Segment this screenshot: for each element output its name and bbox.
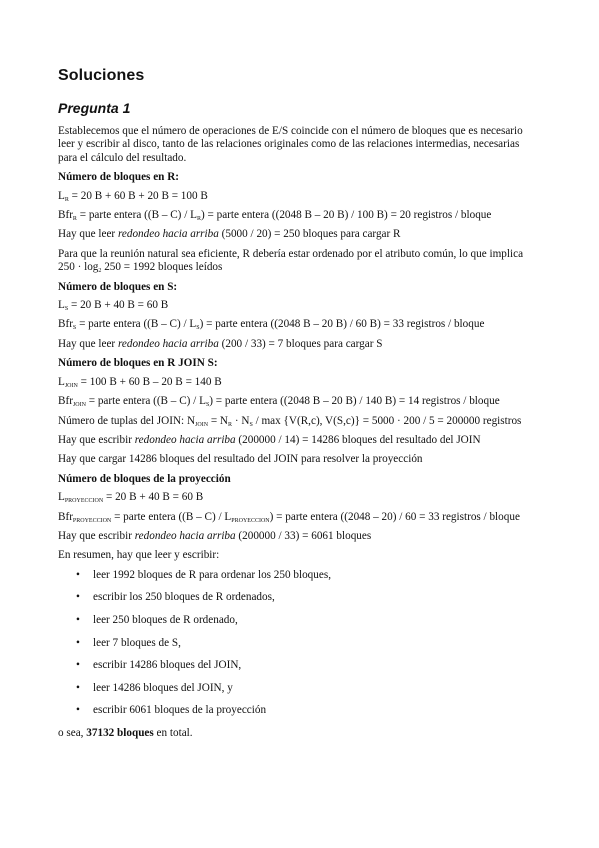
proj-bfr: Bfr$_{PROYECCION}$ = parte entera $((B - C) / L_{PROYECCION})$ = parte entera ((2048 – 20) / 60 = 33 registros / bloque bbox=[58, 510, 520, 524]
join-heading: Número de bloques en R JOIN S: bbox=[58, 357, 218, 370]
join-bfr: Bfr$_{JOIN}$ = parte entera $((B - C) / L_S)$ = parte entera ((2048 B – 20 B) / 140 B) = 14 registros / bloque bbox=[58, 395, 500, 409]
question-heading: Pregunta 1 bbox=[58, 100, 131, 116]
s-length: $L_S = 20$ B + 40 B = 60 B bbox=[58, 299, 169, 313]
proj-write: Hay que escribir redondeo hacia arriba (200000 / 33) = 6061 bloques bbox=[58, 529, 372, 542]
list-item: • leer 250 bloques de R ordenado, bbox=[93, 614, 541, 627]
r-bfr: Bfr$_R$ = parte entera $((B - C) / L_R)$ = parte entera ((2048 B – 20 B) / 100 B) = 20 registros / bloque bbox=[58, 209, 492, 223]
page-title: Soluciones bbox=[58, 67, 145, 84]
proj-length: $L_{PROYECCION} = 20$ B + 40 B = 60 B bbox=[58, 491, 204, 505]
join-length: $L_{JOIN} = 100$ B + 60 B – 20 B = 140 B bbox=[58, 375, 222, 389]
r-heading: Número de bloques en R: bbox=[58, 171, 179, 184]
list-item: • escribir los 250 bloques de R ordenados, bbox=[93, 591, 541, 604]
join-write: Hay que escribir redondeo hacia arriba (200000 / 14) = 14286 bloques del resultado del JOIN bbox=[58, 433, 481, 446]
list-item: • leer 7 bloques de S, bbox=[93, 637, 541, 650]
list-item: • escribir 14286 bloques del JOIN, bbox=[93, 659, 541, 672]
join-tuples: Número de tuplas del JOIN: $N_{JOIN} = N_R \cdot N_S / \max \{V(R,c)$, V(S,c)} = 5000 · 200 / 5 = 200000 registros bbox=[58, 414, 522, 428]
r-read: Hay que leer redondeo hacia arriba (5000 / 20) = 250 bloques para cargar R bbox=[58, 228, 401, 241]
r-length: $L_R = 20$ B + 60 B + 20 B = 100 B bbox=[58, 189, 208, 203]
s-heading: Número de bloques en S: bbox=[58, 280, 178, 293]
proj-heading: Número de bloques de la proyección bbox=[58, 472, 231, 485]
list-item: • escribir 6061 bloques de la proyección bbox=[93, 704, 541, 717]
list-item: • leer 14286 bloques del JOIN, y bbox=[93, 682, 541, 695]
r-sort: Para que la reunión natural sea eficiente, R debería estar ordenado por el atributo común, lo que implica $250 \cdot \log_2 250 = 1992$ bloques leídos bbox=[58, 247, 524, 275]
summary-list bbox=[58, 569, 541, 718]
s-read: Hay que leer redondeo hacia arriba (200 / 33) = 7 bloques para cargar S bbox=[58, 337, 383, 350]
list-item: • leer 1992 bloques de R para ordenar los 250 bloques, bbox=[93, 569, 541, 582]
total-line: o sea, 37132 bloques en total. bbox=[58, 726, 193, 739]
summary-line: En resumen, hay que leer y escribir: bbox=[58, 549, 220, 562]
intro-paragraph: Establecemos que el número de operaciones de E/S coincide con el número de bloques que es necesario leer y escribir al disco, tanto de las relaciones originales como de las relaciones intermedias, necesarias para el cálculo del resultado. bbox=[58, 125, 523, 164]
s-bfr: Bfr$_S$ = parte entera $((B - C) / L_S)$ = parte entera ((2048 B – 20 B) / 60 B) = 33 registros / bloque bbox=[58, 318, 485, 332]
join-load: Hay que cargar 14286 bloques del resultado del JOIN para resolver la proyección bbox=[58, 453, 423, 466]
